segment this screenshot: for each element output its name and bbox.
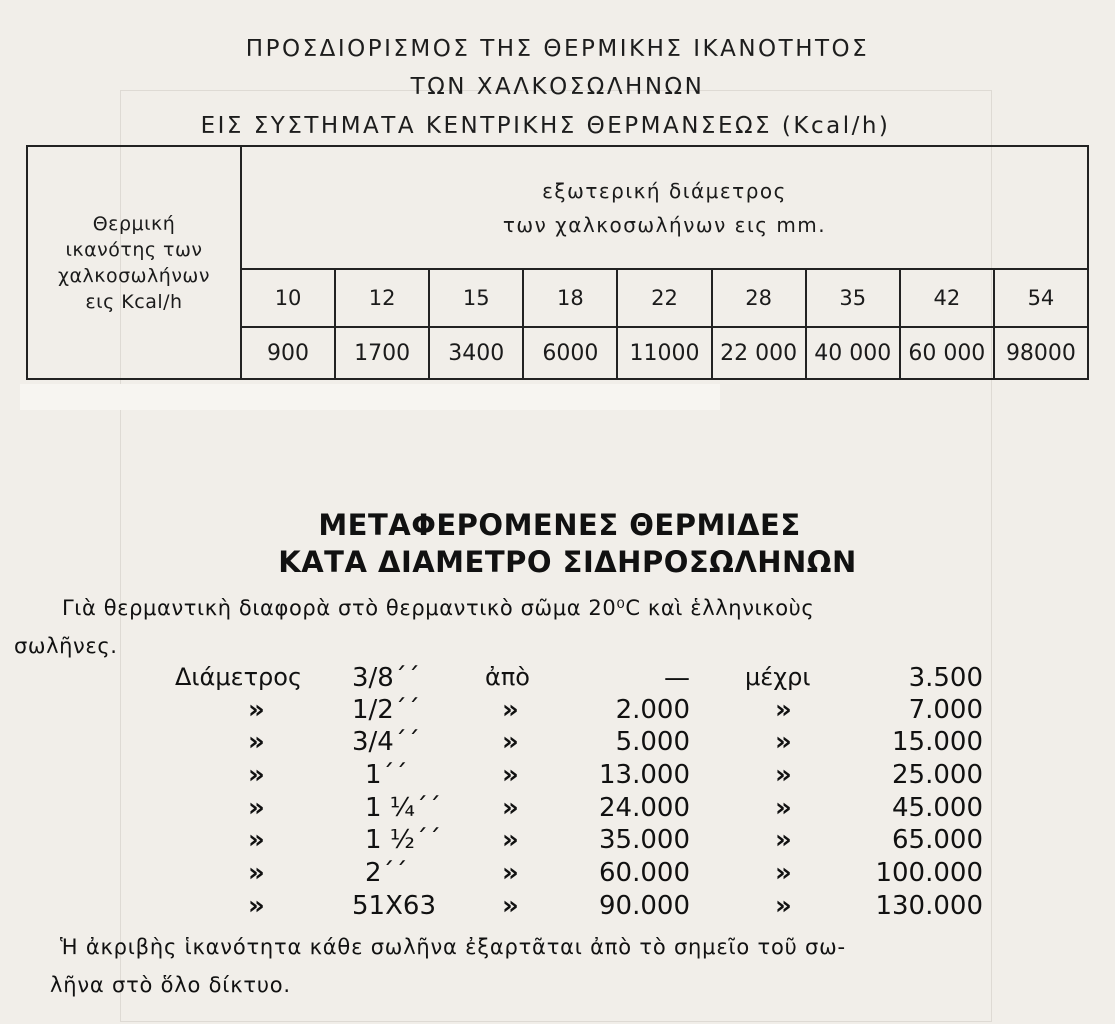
ditto-mark: » bbox=[502, 727, 519, 757]
diameter-cell: 35 bbox=[806, 269, 900, 327]
ditto-mark: » bbox=[502, 695, 519, 725]
min-value: 24.000 bbox=[599, 793, 690, 823]
ditto-mark: » bbox=[775, 793, 792, 823]
ditto-mark: » bbox=[248, 793, 265, 823]
list-item bbox=[0, 825, 1115, 858]
section-heading-line-2: ΚΑΤΑ ΔΙΑΜΕΤΡΟ ΣΙΔΗΡΟΣΩΛΗΝΩΝ bbox=[278, 545, 857, 579]
pipe-size: 3/4΄΄ bbox=[352, 727, 420, 757]
ditto-mark: » bbox=[248, 695, 265, 725]
note-line-1: Ἡ ἀκριβὴς ἱκανότητα κάθε σωλῆνα ἐξαρτᾶται ἀπὸ τὸ σημεῖο τοῦ σω- bbox=[60, 935, 846, 959]
intro-line-1: Γιὰ θερμαντικὴ διαφορὰ στὸ θερμαντικὸ σῶμα 20⁰C καὶ ἑλληνικοὺς bbox=[62, 596, 815, 620]
min-value: 5.000 bbox=[615, 727, 690, 757]
diameter-cell: 54 bbox=[994, 269, 1088, 327]
diameter-cell: 12 bbox=[335, 269, 429, 327]
copper-pipe-capacity-table bbox=[26, 145, 1089, 380]
capacity-cell: 60 000 bbox=[900, 327, 994, 379]
max-value: 130.000 bbox=[875, 891, 983, 921]
from-word: ἀπὸ bbox=[485, 663, 530, 691]
capacity-cell: 22 000 bbox=[712, 327, 806, 379]
list-item bbox=[0, 760, 1115, 793]
note-line-2: λῆνα στὸ ὅλο δίκτυο. bbox=[50, 973, 291, 997]
group-header-line: εξωτερική διάμετρος bbox=[542, 178, 787, 203]
list-item bbox=[0, 663, 1115, 696]
ditto-mark: » bbox=[775, 858, 792, 888]
ditto-mark: » bbox=[502, 825, 519, 855]
ditto-mark: » bbox=[775, 727, 792, 757]
title-line-2: ΤΩΝ ΧΑΛΚΟΣΩΛΗΝΩΝ bbox=[410, 74, 705, 100]
closing-note bbox=[50, 928, 1100, 1004]
min-value: 35.000 bbox=[599, 825, 690, 855]
max-value: 100.000 bbox=[875, 858, 983, 888]
list-item bbox=[0, 695, 1115, 728]
diameter-cell: 10 bbox=[241, 269, 335, 327]
capacity-cell: 40 000 bbox=[806, 327, 900, 379]
ditto-mark: » bbox=[502, 793, 519, 823]
list-item bbox=[0, 891, 1115, 924]
list-item bbox=[0, 793, 1115, 826]
diameter-cell: 15 bbox=[429, 269, 523, 327]
list-item bbox=[0, 858, 1115, 891]
ditto-mark: » bbox=[775, 891, 792, 921]
min-value: — bbox=[664, 663, 690, 693]
group-header-cell bbox=[241, 146, 1088, 269]
min-value: 90.000 bbox=[599, 891, 690, 921]
section-heading-line-1: ΜΕΤΑΦΕΡΟΜΕΝΕΣ ΘΕΡΜΙΔΕΣ bbox=[318, 508, 801, 542]
row-header-line: Θερμική bbox=[92, 212, 176, 235]
diameter-cell: 22 bbox=[617, 269, 711, 327]
ditto-mark: » bbox=[775, 760, 792, 790]
capacity-cell: 900 bbox=[241, 327, 335, 379]
ditto-mark: » bbox=[248, 825, 265, 855]
list-item bbox=[0, 727, 1115, 760]
row-header-line: χαλκοσωλήνων bbox=[58, 264, 210, 287]
max-value: 7.000 bbox=[908, 695, 983, 725]
max-value: 45.000 bbox=[892, 793, 983, 823]
intro-line-2: σωλῆνες. bbox=[14, 634, 118, 658]
ditto-mark: » bbox=[248, 760, 265, 790]
pipe-size: 1 ½΄΄ bbox=[365, 825, 442, 855]
torn-paper-strip bbox=[20, 384, 720, 410]
max-value: 65.000 bbox=[892, 825, 983, 855]
to-word: μέχρι bbox=[745, 663, 811, 691]
pipe-size: 1 ¼΄΄ bbox=[365, 793, 442, 823]
ditto-mark: » bbox=[775, 695, 792, 725]
row-header-line: εις Kcal/h bbox=[85, 290, 183, 313]
ditto-mark: » bbox=[502, 891, 519, 921]
pipe-size: 1΄΄ bbox=[365, 760, 408, 790]
min-value: 13.000 bbox=[599, 760, 690, 790]
pipe-size: 3/8΄΄ bbox=[352, 663, 420, 693]
diameter-cell: 28 bbox=[712, 269, 806, 327]
diameter-label: Διάμετρος bbox=[175, 663, 303, 691]
pipe-size: 51Χ63 bbox=[352, 891, 436, 921]
ditto-mark: » bbox=[502, 760, 519, 790]
row-header-cell bbox=[27, 146, 241, 379]
group-header-line: των χαλκοσωλήνων εις mm. bbox=[502, 212, 827, 237]
pipe-size: 1/2΄΄ bbox=[352, 695, 420, 725]
max-value: 25.000 bbox=[892, 760, 983, 790]
row-header-line: ικανότης των bbox=[65, 238, 203, 261]
capacity-cell: 6000 bbox=[523, 327, 617, 379]
ditto-mark: » bbox=[248, 858, 265, 888]
capacity-cell: 11000 bbox=[617, 327, 711, 379]
capacity-cell: 1700 bbox=[335, 327, 429, 379]
capacity-cell: 98000 bbox=[994, 327, 1088, 379]
max-value: 3.500 bbox=[908, 663, 983, 693]
title-line-3: ΕΙΣ ΣΥΣΤΗΜΑΤΑ ΚΕΝΤΡΙΚΗΣ ΘΕΡΜΑΝΣΕΩΣ (Kcal/h) bbox=[200, 113, 891, 139]
diameter-cell: 18 bbox=[523, 269, 617, 327]
max-value: 15.000 bbox=[892, 727, 983, 757]
ditto-mark: » bbox=[502, 858, 519, 888]
ditto-mark: » bbox=[248, 727, 265, 757]
title-line-1: ΠΡΟΣΔΙΟΡΙΣΜΟΣ ΤΗΣ ΘΕΡΜΙΚΗΣ ΙΚΑΝΟΤΗΤΟΣ bbox=[245, 36, 870, 62]
pipe-size: 2΄΄ bbox=[365, 858, 408, 888]
min-value: 2.000 bbox=[615, 695, 690, 725]
diameter-cell: 42 bbox=[900, 269, 994, 327]
min-value: 60.000 bbox=[599, 858, 690, 888]
ditto-mark: » bbox=[775, 825, 792, 855]
capacity-cell: 3400 bbox=[429, 327, 523, 379]
ditto-mark: » bbox=[248, 891, 265, 921]
